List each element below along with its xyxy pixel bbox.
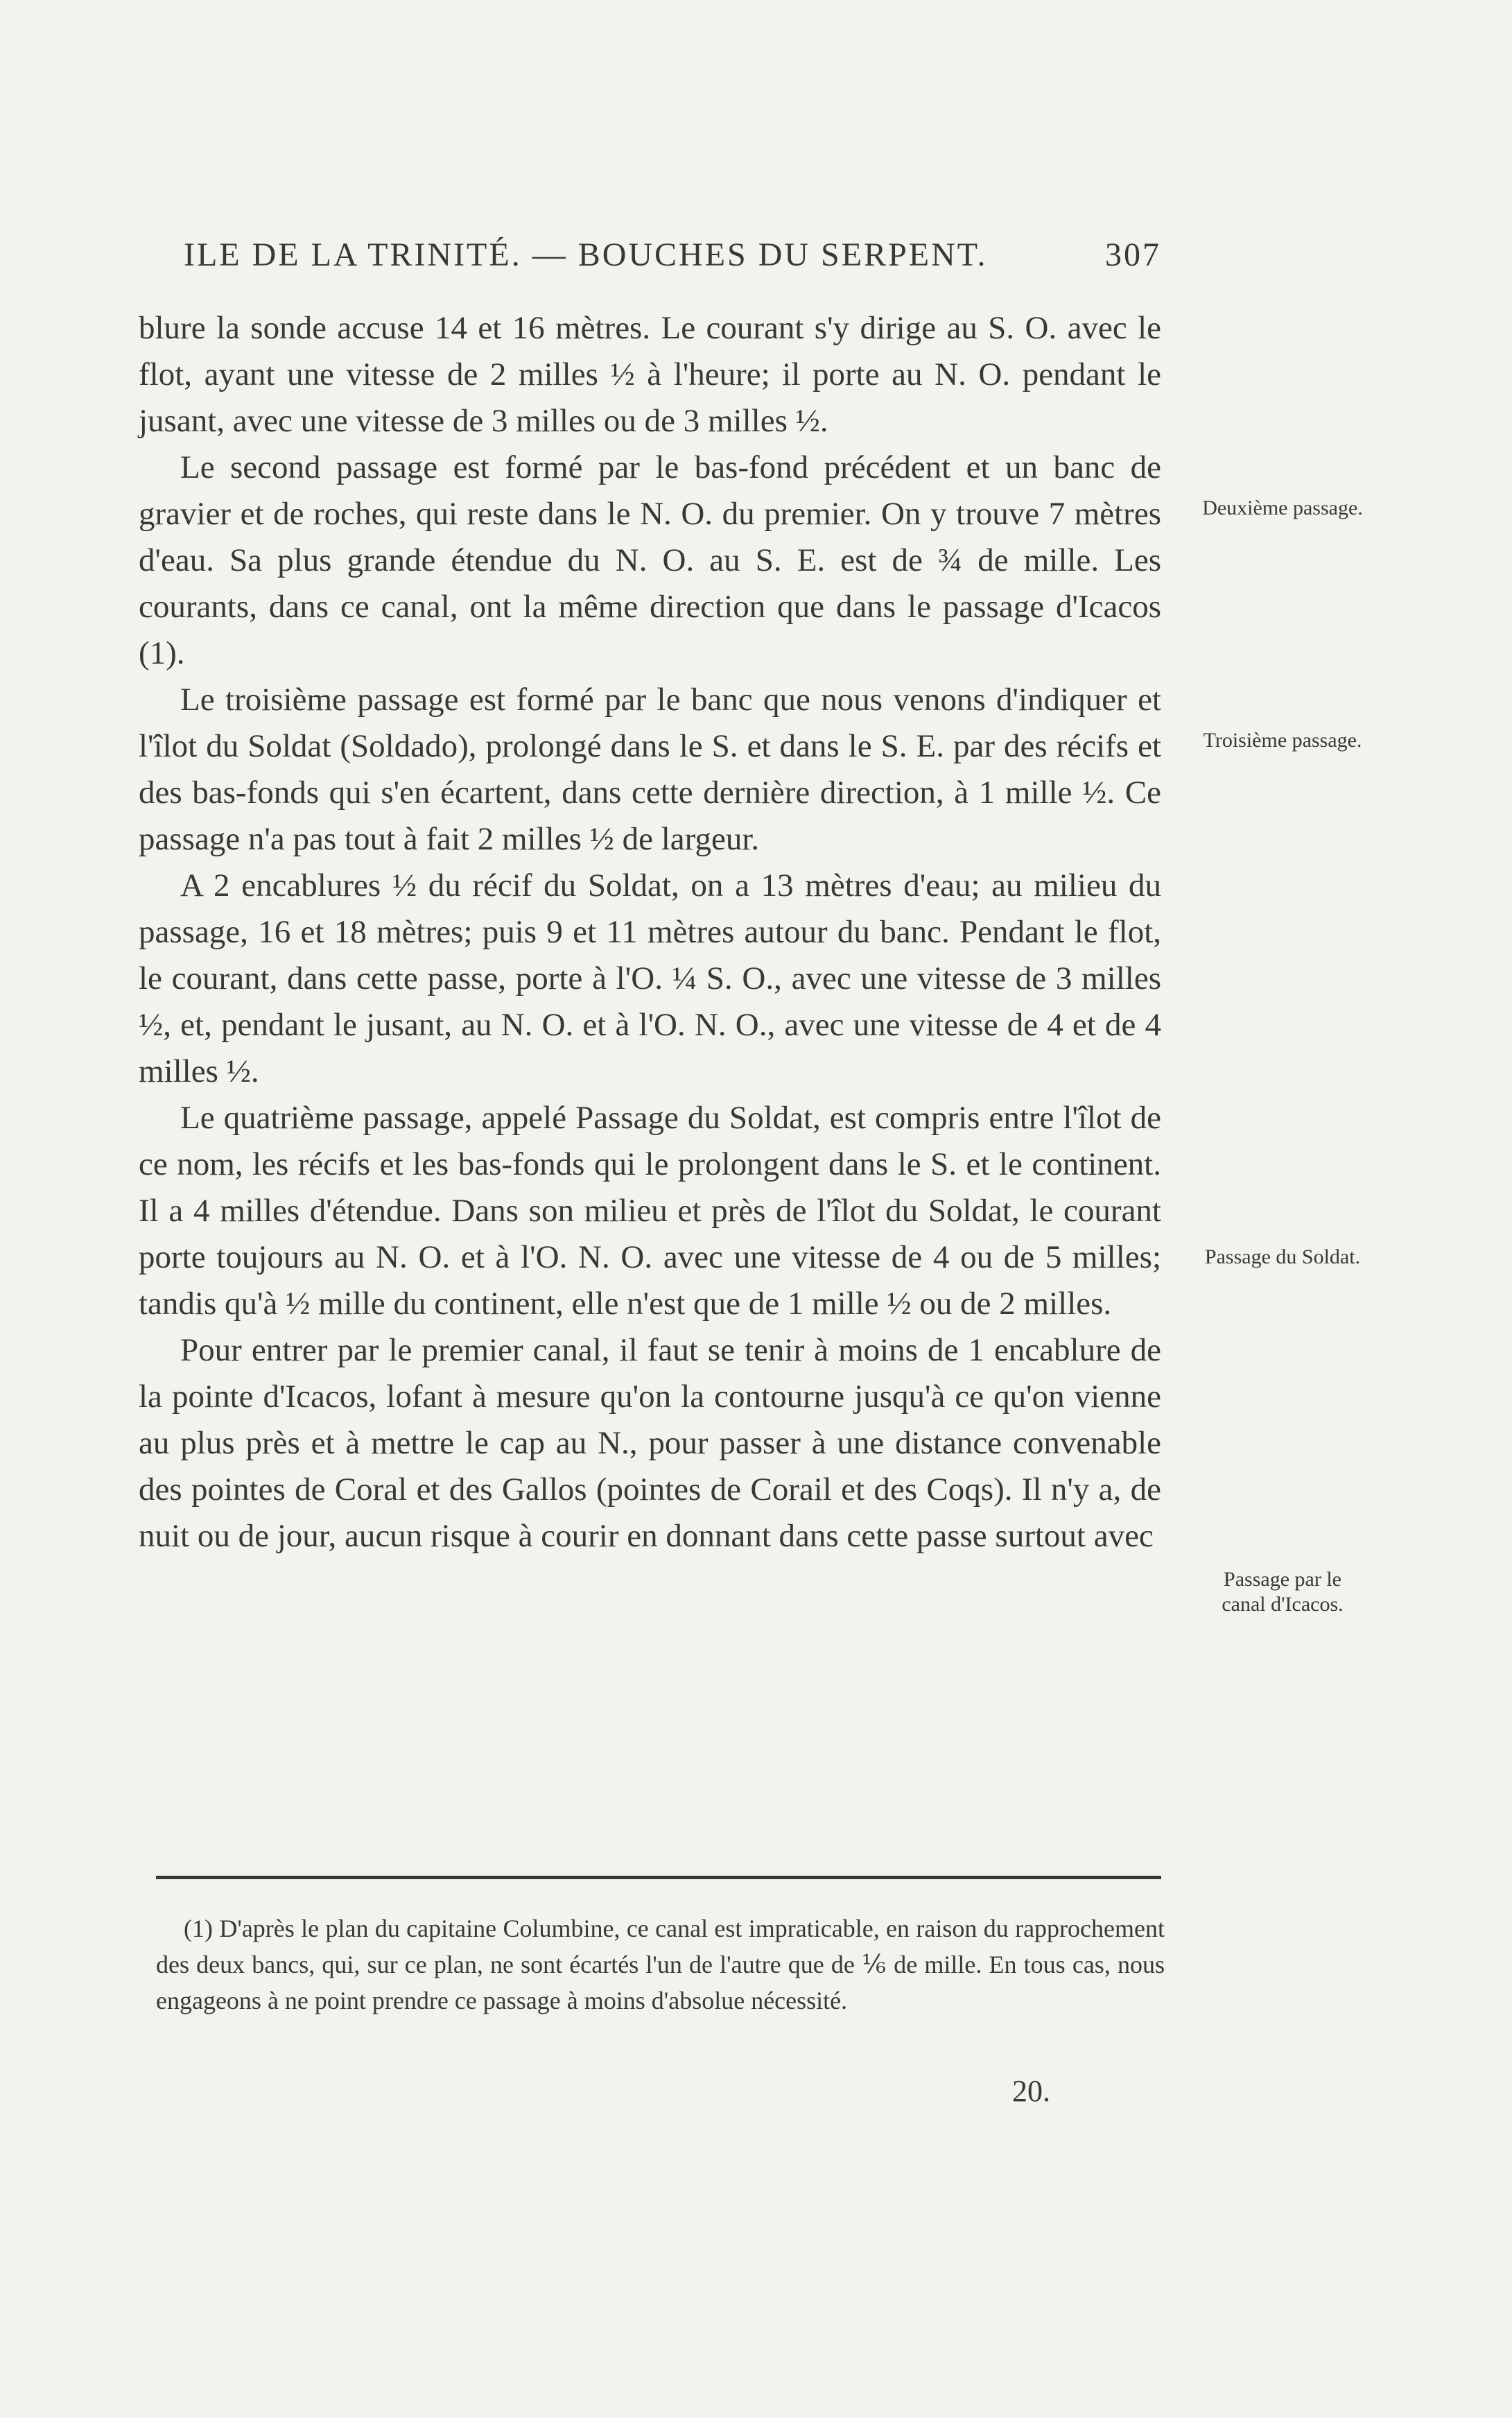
- paragraph-1: blure la sonde accuse 14 et 16 mètres. Le courant s'y dirige au S. O. avec le flot, ayant une vitesse de 2 milles ½ à l'heure; il porte au N. O. pendant le jusant, avec une vitesse de 3 milles ou de 3 milles ½.: [139, 310, 1161, 439]
- signature-mark: 20.: [1012, 2074, 1050, 2108]
- main-text: [139, 305, 1161, 1560]
- margin-note-passage-canal-icacos: Passage par le canal d'Icacos.: [1222, 1568, 1344, 1616]
- footnote-divider: [156, 1876, 1161, 1879]
- paragraph-6: Pour entrer par le premier canal, il faut se tenir à moins de 1 encablure de la pointe d'Icacos, lofant à mesure qu'on la contourne jusqu'à ce qu'on vienne au plus près et à mettre le cap au N., pour passer à une distance convenable des pointes de Coral et des Gallos (pointes de Corail et des Coqs). Il n'y a, de nuit ou de jour, aucun risque à courir en donnant dans cette passe surtout avec: [139, 1332, 1161, 1554]
- footnote-text: (1) D'après le plan du capitaine Columbine, ce canal est impraticable, en raison du rapprochement des deux bancs, qui, sur ce plan, ne sont écartés l'un de l'autre que de ⅙ de mille. En tous cas, nous engageons à ne point prendre ce passage à moins d'absolue nécessité.: [156, 1915, 1165, 2014]
- paragraph-3: Le troisième passage est formé par le banc que nous venons d'indiquer et l'îlot du Soldat (Soldado), prolongé dans le S. et dans le S. E. par des récifs et des bas-fonds qui s'en écartent, dans cette dernière direction, à 1 mille ½. Ce passage n'a pas tout à fait 2 milles ½ de largeur.: [139, 682, 1161, 857]
- paragraph-4: A 2 encablures ½ du récif du Soldat, on a 13 mètres d'eau; au milieu du passage, 16 et 18 mètres; puis 9 et 11 mètres autour du banc. Pendant le flot, le courant, dans cette passe, porte à l'O. ¼ S. O., avec une vitesse de 3 milles ½, et, pendant le jusant, au N. O. et à l'O. N. O., avec une vitesse de 4 et de 4 milles ½.: [139, 867, 1161, 1089]
- margin-note-deuxieme-passage: Deuxième passage.: [1202, 496, 1363, 519]
- running-header: [184, 236, 1161, 274]
- paragraph-2: Le second passage est formé par le bas-fond précédent et un banc de gravier et de roches, qui reste dans le N. O. du premier. On y trouve 7 mètres d'eau. Sa plus grande étendue du N. O. au S. E. est de ¾ de mille. Les courants, dans ce canal, ont la même direction que dans le passage d'Icacos (1).: [139, 449, 1161, 671]
- margin-note-passage-du-soldat: Passage du Soldat.: [1204, 1245, 1361, 1268]
- margin-note-troisieme-passage: Troisième passage.: [1203, 729, 1362, 752]
- page-number: 307: [1105, 236, 1161, 273]
- running-header-title: ILE DE LA TRINITÉ. — BOUCHES DU SERPENT.: [184, 236, 988, 273]
- footnote: [156, 1910, 1165, 2019]
- paragraph-5: Le quatrième passage, appelé Passage du Soldat, est compris entre l'îlot de ce nom, les récifs et les bas-fonds qui le prolongent dans le S. et le continent. Il a 4 milles d'étendue. Dans son milieu et près de l'îlot du Soldat, le courant porte toujours au N. O. et à l'O. N. O. avec une vitesse de 4 ou de 5 milles; tandis qu'à ½ mille du continent, elle n'est que de 1 mille ½ ou de 2 milles.: [139, 1100, 1161, 1322]
